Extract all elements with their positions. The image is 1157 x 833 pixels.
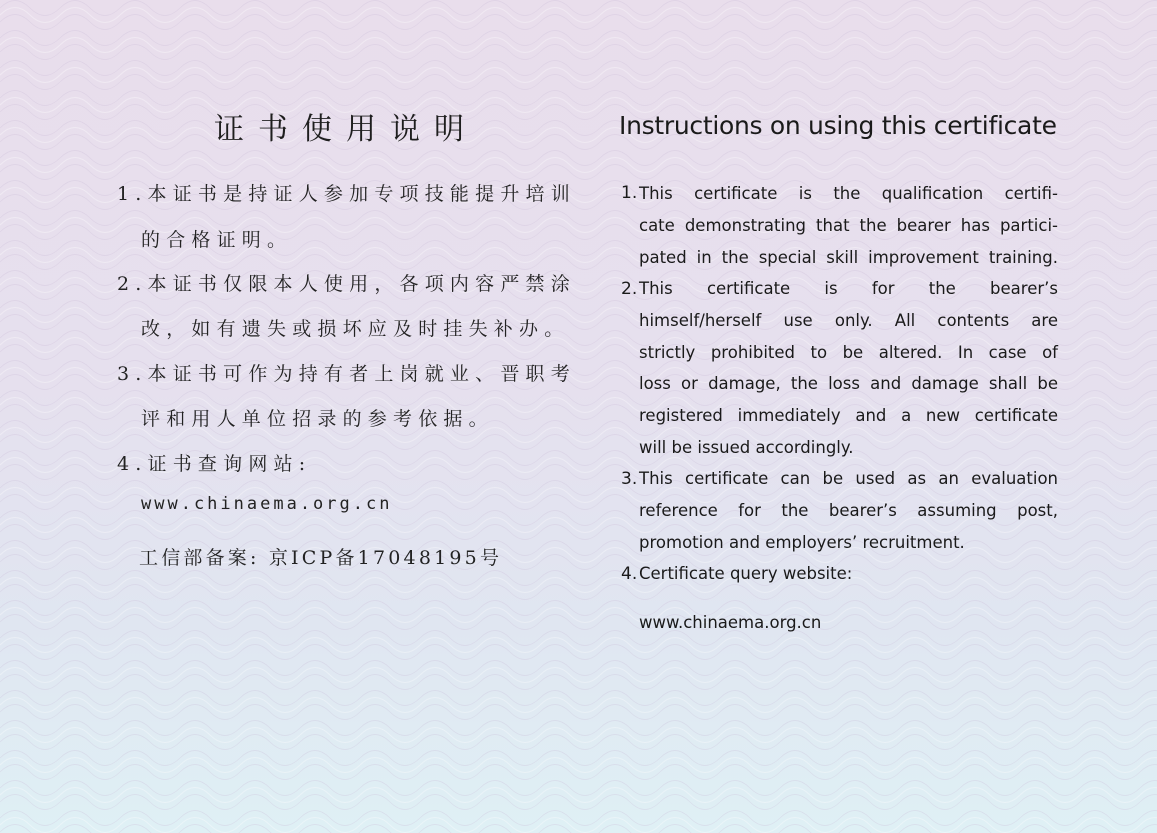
english-item-2-line-2: himself/herself use only. All contents are — [639, 311, 1058, 330]
english-item-1-number: 1. — [621, 183, 638, 203]
english-item-1-line-2: cate demonstrating that the bearer has partici- — [639, 216, 1058, 235]
english-item-2-line-6: will be issued accordingly. — [639, 438, 854, 457]
english-item-3-number: 3. — [621, 469, 638, 489]
english-item-3-line-2: reference for the bearer’s assuming post, — [639, 501, 1058, 520]
english-item-1-line-3: pated in the special skill improvement training. — [639, 248, 1058, 267]
chinese-item-1-line-1: 1.本证书是持证人参加专项技能提升培训 — [117, 183, 576, 205]
english-item-2-number: 2. — [621, 279, 638, 299]
english-item-2-line-1: This certificate is for the bearer’s — [639, 279, 1058, 298]
english-query-url[interactable]: www.chinaema.org.cn — [639, 613, 822, 632]
english-item-4-number: 4. — [621, 564, 638, 584]
english-item-2-line-5: registered immediately and a new certificate — [639, 406, 1058, 425]
english-item-1-line-1: This certificate is the qualification certifi- — [639, 184, 1058, 203]
icp-record: 工信部备案: 京ICP备17048195号 — [139, 547, 503, 569]
chinese-item-2-line-2: 改，如有遗失或损坏应及时挂失补办。 — [141, 318, 570, 340]
chinese-item-4-line-1: 4.证书查询网站: — [117, 453, 312, 475]
chinese-query-url[interactable]: www.chinaema.org.cn — [141, 494, 393, 514]
english-title: Instructions on using this certificate — [619, 111, 1057, 140]
chinese-title: 证书使用说明 — [214, 112, 478, 147]
chinese-item-3-line-2: 评和用人单位招录的参考依据。 — [141, 408, 494, 430]
chinese-item-2-line-1: 2.本证书仅限本人使用，各项内容严禁涂 — [117, 273, 576, 295]
english-item-3-line-3: promotion and employers’ recruitment. — [639, 533, 965, 552]
chinese-item-1-line-2: 的合格证明。 — [141, 229, 293, 251]
english-item-4-line-1: Certificate query website: — [639, 564, 853, 583]
chinese-item-3-line-1: 3.本证书可作为持有者上岗就业、晋职考 — [117, 363, 576, 385]
english-item-2-line-4: loss or damage, the loss and damage shall be — [639, 374, 1058, 393]
english-item-2-line-3: strictly prohibited to be altered. In case of — [639, 343, 1058, 362]
english-item-3-line-1: This certificate can be used as an evaluation — [639, 469, 1058, 488]
